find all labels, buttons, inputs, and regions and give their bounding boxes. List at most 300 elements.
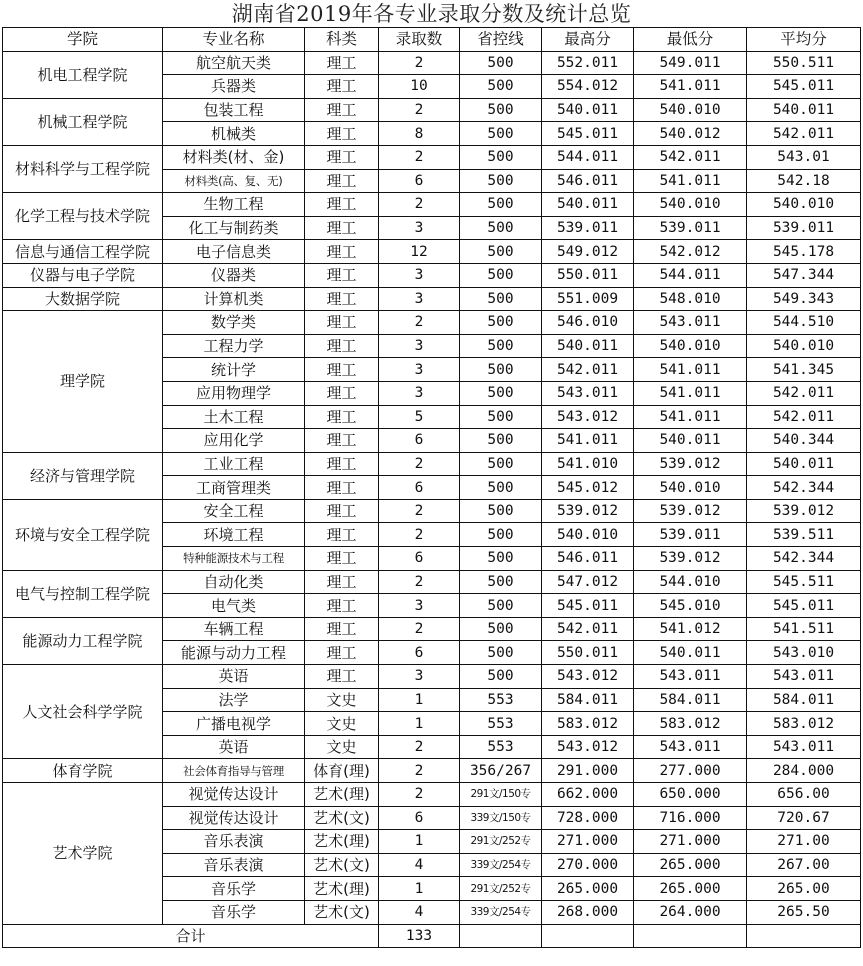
admitted-count: 2 [379,193,460,217]
min-score: 540.010 [634,476,747,500]
category: 理工 [305,570,379,594]
min-score: 540.011 [634,429,747,453]
avg-score: 539.012 [747,499,861,523]
max-score: 543.012 [542,665,634,689]
admitted-count: 3 [379,665,460,689]
avg-score: 265.50 [747,900,861,924]
avg-score: 542.011 [747,405,861,429]
min-score: 541.011 [634,381,747,405]
admitted-count: 1 [379,688,460,712]
header-major: 专业名称 [163,28,305,52]
college-name: 机械工程学院 [3,98,163,145]
category: 艺术(理) [305,783,379,807]
admitted-count: 6 [379,806,460,830]
college-name: 信息与通信工程学院 [3,240,163,264]
table-row [3,287,861,311]
major-name: 广播电视学 [163,712,305,736]
min-score: 716.000 [634,806,747,830]
page-title: 湖南省2019年各专业录取分数及统计总览 [231,2,632,26]
major-name: 车辆工程 [163,617,305,641]
admitted-count: 2 [379,783,460,807]
admitted-count: 6 [379,429,460,453]
table-row [3,783,861,807]
min-score: 539.011 [634,216,747,240]
admitted-count: 1 [379,830,460,854]
category: 理工 [305,381,379,405]
college-name: 仪器与电子学院 [3,263,163,287]
major-name: 材料类(材、金) [163,145,305,169]
major-name: 社会体育指导与管理 [163,759,305,783]
admitted-count: 3 [379,287,460,311]
min-score: 539.012 [634,547,747,571]
category: 艺术(理) [305,830,379,854]
avg-score: 583.012 [747,712,861,736]
major-name: 能源与动力工程 [163,641,305,665]
avg-score: 549.343 [747,287,861,311]
admitted-count: 3 [379,263,460,287]
avg-score: 284.000 [747,759,861,783]
college-name: 大数据学院 [3,287,163,311]
max-score: 662.000 [542,783,634,807]
max-score: 545.012 [542,476,634,500]
major-name: 环境工程 [163,523,305,547]
admitted-count: 6 [379,547,460,571]
major-name: 兵器类 [163,75,305,99]
min-score: 542.011 [634,145,747,169]
control-line: 291文/252专 [460,830,542,854]
max-score: 291.000 [542,759,634,783]
avg-score: 544.510 [747,311,861,335]
category: 理工 [305,452,379,476]
max-score: 550.011 [542,641,634,665]
major-name: 工业工程 [163,452,305,476]
category: 艺术(文) [305,900,379,924]
avg-score: 271.00 [747,830,861,854]
admitted-count: 2 [379,311,460,335]
min-score: 265.000 [634,853,747,877]
max-score: 583.012 [542,712,634,736]
control-line: 500 [460,641,542,665]
category: 理工 [305,169,379,193]
min-score: 541.011 [634,358,747,382]
category: 理工 [305,499,379,523]
max-score: 541.011 [542,429,634,453]
table-row [3,145,861,169]
major-name: 统计学 [163,358,305,382]
max-score: 542.011 [542,358,634,382]
admitted-count: 6 [379,169,460,193]
max-score: 540.010 [542,523,634,547]
min-score: 540.010 [634,98,747,122]
max-score: 546.011 [542,547,634,571]
avg-score: 550.511 [747,51,861,75]
avg-score: 545.011 [747,75,861,99]
avg-score: 542.344 [747,547,861,571]
category: 理工 [305,617,379,641]
avg-score: 542.18 [747,169,861,193]
min-score: 540.010 [634,334,747,358]
category: 理工 [305,334,379,358]
admitted-count: 2 [379,523,460,547]
max-score: 543.011 [542,381,634,405]
control-line: 500 [460,429,542,453]
header-row [3,28,861,52]
max-score: 543.012 [542,405,634,429]
category: 理工 [305,311,379,335]
avg-score: 543.01 [747,145,861,169]
max-score: 268.000 [542,900,634,924]
min-score: 540.012 [634,122,747,146]
major-name: 机械类 [163,122,305,146]
control-line: 500 [460,381,542,405]
category: 理工 [305,240,379,264]
admission-table [2,27,861,948]
avg-score: 543.011 [747,665,861,689]
college-name: 体育学院 [3,759,163,783]
avg-score: 545.178 [747,240,861,264]
avg-score: 540.011 [747,452,861,476]
admitted-count: 6 [379,476,460,500]
empty-cell [747,924,861,948]
max-score: 540.011 [542,334,634,358]
avg-score: 543.011 [747,735,861,759]
avg-score: 584.011 [747,688,861,712]
control-line: 500 [460,145,542,169]
max-score: 543.012 [542,735,634,759]
admitted-count: 2 [379,735,460,759]
major-name: 法学 [163,688,305,712]
college-name: 环境与安全工程学院 [3,499,163,570]
admitted-count: 1 [379,712,460,736]
major-name: 仪器类 [163,263,305,287]
category: 理工 [305,75,379,99]
avg-score: 541.345 [747,358,861,382]
min-score: 544.010 [634,570,747,594]
major-name: 视觉传达设计 [163,806,305,830]
min-score: 539.012 [634,499,747,523]
admitted-count: 3 [379,594,460,618]
min-score: 541.011 [634,75,747,99]
max-score: 545.011 [542,122,634,146]
major-name: 应用物理学 [163,381,305,405]
major-name: 安全工程 [163,499,305,523]
min-score: 265.000 [634,877,747,901]
category: 理工 [305,429,379,453]
control-line: 500 [460,452,542,476]
table-row [3,617,861,641]
empty-cell [634,924,747,948]
avg-score: 540.010 [747,193,861,217]
admitted-count: 4 [379,900,460,924]
control-line: 500 [460,334,542,358]
max-score: 547.012 [542,570,634,594]
college-name: 人文社会科学学院 [3,665,163,759]
max-score: 271.000 [542,830,634,854]
max-score: 544.011 [542,145,634,169]
min-score: 541.011 [634,169,747,193]
category: 理工 [305,523,379,547]
control-line: 500 [460,405,542,429]
major-name: 工程力学 [163,334,305,358]
category: 理工 [305,476,379,500]
category: 艺术(理) [305,877,379,901]
control-line: 339文/254专 [460,900,542,924]
category: 文史 [305,735,379,759]
table-row [3,570,861,594]
max-score: 542.011 [542,617,634,641]
admitted-count: 6 [379,641,460,665]
control-line: 553 [460,712,542,736]
college-name: 经济与管理学院 [3,452,163,499]
major-name: 应用化学 [163,429,305,453]
header-admitted: 录取数 [379,28,460,52]
min-score: 539.012 [634,452,747,476]
avg-score: 539.011 [747,216,861,240]
admitted-count: 2 [379,617,460,641]
min-score: 544.011 [634,263,747,287]
table-body [3,51,861,948]
header-max-score: 最高分 [542,28,634,52]
table-row [3,193,861,217]
major-name: 视觉传达设计 [163,783,305,807]
min-score: 543.011 [634,311,747,335]
avg-score: 542.011 [747,122,861,146]
major-name: 英语 [163,665,305,689]
admitted-count: 2 [379,452,460,476]
control-line: 500 [460,287,542,311]
major-name: 数学类 [163,311,305,335]
control-line: 500 [460,358,542,382]
category: 文史 [305,688,379,712]
control-line: 500 [460,523,542,547]
college-name: 机电工程学院 [3,51,163,98]
admitted-count: 8 [379,122,460,146]
category: 理工 [305,287,379,311]
table-row [3,452,861,476]
major-name: 特种能源技术与工程 [163,547,305,571]
major-name: 自动化类 [163,570,305,594]
major-name: 计算机类 [163,287,305,311]
category: 理工 [305,405,379,429]
min-score: 541.011 [634,405,747,429]
avg-score: 267.00 [747,853,861,877]
admitted-count: 2 [379,759,460,783]
control-line: 339文/150专 [460,806,542,830]
admitted-count: 10 [379,75,460,99]
admitted-count: 2 [379,51,460,75]
min-score: 583.012 [634,712,747,736]
table-row [3,311,861,335]
max-score: 550.011 [542,263,634,287]
avg-score: 545.011 [747,594,861,618]
avg-score: 543.010 [747,641,861,665]
admitted-count: 2 [379,98,460,122]
avg-score: 720.67 [747,806,861,830]
table-row [3,499,861,523]
category: 理工 [305,122,379,146]
max-score: 540.011 [542,193,634,217]
admitted-count: 3 [379,216,460,240]
college-name: 能源动力工程学院 [3,617,163,664]
control-line: 500 [460,75,542,99]
control-line: 500 [460,169,542,193]
min-score: 540.011 [634,641,747,665]
avg-score: 265.00 [747,877,861,901]
max-score: 541.010 [542,452,634,476]
max-score: 551.009 [542,287,634,311]
category: 理工 [305,98,379,122]
control-line: 500 [460,665,542,689]
min-score: 584.011 [634,688,747,712]
control-line: 500 [460,240,542,264]
max-score: 546.010 [542,311,634,335]
category: 理工 [305,665,379,689]
major-name: 生物工程 [163,193,305,217]
category: 理工 [305,263,379,287]
min-score: 548.010 [634,287,747,311]
control-line: 500 [460,193,542,217]
table-row [3,759,861,783]
avg-score: 540.011 [747,98,861,122]
header-college: 学院 [3,28,163,52]
category: 理工 [305,358,379,382]
category: 理工 [305,216,379,240]
control-line: 500 [460,547,542,571]
min-score: 650.000 [634,783,747,807]
control-line: 500 [460,122,542,146]
admitted-count: 12 [379,240,460,264]
major-name: 航空航天类 [163,51,305,75]
major-name: 电气类 [163,594,305,618]
max-score: 549.012 [542,240,634,264]
table-row [3,240,861,264]
table-row [3,98,861,122]
admitted-count: 2 [379,145,460,169]
college-name: 理学院 [3,311,163,453]
min-score: 545.010 [634,594,747,618]
category: 体育(理) [305,759,379,783]
college-name: 电气与控制工程学院 [3,570,163,617]
max-score: 545.011 [542,594,634,618]
control-line: 500 [460,570,542,594]
major-name: 化工与制药类 [163,216,305,240]
control-line: 500 [460,499,542,523]
major-name: 音乐表演 [163,853,305,877]
max-score: 552.011 [542,51,634,75]
control-line: 500 [460,51,542,75]
avg-score: 656.00 [747,783,861,807]
total-label: 合计 [3,924,379,948]
max-score: 546.011 [542,169,634,193]
admitted-count: 2 [379,570,460,594]
major-name: 土木工程 [163,405,305,429]
category: 理工 [305,547,379,571]
min-score: 543.011 [634,735,747,759]
empty-cell [542,924,634,948]
total-row [3,924,861,948]
control-line: 500 [460,311,542,335]
category: 理工 [305,594,379,618]
admitted-count: 2 [379,499,460,523]
category: 艺术(文) [305,853,379,877]
control-line: 500 [460,476,542,500]
min-score: 541.012 [634,617,747,641]
header-control-line: 省控线 [460,28,542,52]
max-score: 270.000 [542,853,634,877]
major-name: 音乐学 [163,877,305,901]
control-line: 553 [460,688,542,712]
min-score: 264.000 [634,900,747,924]
min-score: 549.011 [634,51,747,75]
major-name: 工商管理类 [163,476,305,500]
table-row [3,263,861,287]
control-line: 500 [460,617,542,641]
min-score: 543.011 [634,665,747,689]
admitted-count: 3 [379,358,460,382]
max-score: 539.012 [542,499,634,523]
min-score: 542.012 [634,240,747,264]
min-score: 539.011 [634,523,747,547]
avg-score: 542.344 [747,476,861,500]
admitted-count: 3 [379,334,460,358]
header-avg-score: 平均分 [747,28,861,52]
major-name: 包装工程 [163,98,305,122]
max-score: 584.011 [542,688,634,712]
avg-score: 541.511 [747,617,861,641]
table-row [3,51,861,75]
admitted-count: 1 [379,877,460,901]
total-admitted: 133 [379,924,460,948]
avg-score: 540.344 [747,429,861,453]
header-min-score: 最低分 [634,28,747,52]
control-line: 500 [460,594,542,618]
max-score: 539.011 [542,216,634,240]
college-name: 艺术学院 [3,783,163,925]
avg-score: 539.511 [747,523,861,547]
category: 文史 [305,712,379,736]
control-line: 500 [460,216,542,240]
admitted-count: 5 [379,405,460,429]
min-score: 277.000 [634,759,747,783]
category: 理工 [305,51,379,75]
college-name: 材料科学与工程学院 [3,145,163,192]
major-name: 音乐学 [163,900,305,924]
table-row [3,665,861,689]
max-score: 540.011 [542,98,634,122]
major-name: 材料类(高、复、无) [163,169,305,193]
category: 理工 [305,193,379,217]
category: 理工 [305,641,379,665]
category: 艺术(文) [305,806,379,830]
empty-cell [460,924,542,948]
control-line: 500 [460,98,542,122]
avg-score: 547.344 [747,263,861,287]
admitted-count: 3 [379,381,460,405]
control-line: 553 [460,735,542,759]
max-score: 554.012 [542,75,634,99]
avg-score: 540.010 [747,334,861,358]
header-category: 科类 [305,28,379,52]
max-score: 728.000 [542,806,634,830]
major-name: 音乐表演 [163,830,305,854]
min-score: 540.010 [634,193,747,217]
avg-score: 545.511 [747,570,861,594]
control-line: 291文/252专 [460,877,542,901]
admitted-count: 4 [379,853,460,877]
max-score: 265.000 [542,877,634,901]
major-name: 电子信息类 [163,240,305,264]
avg-score: 542.011 [747,381,861,405]
